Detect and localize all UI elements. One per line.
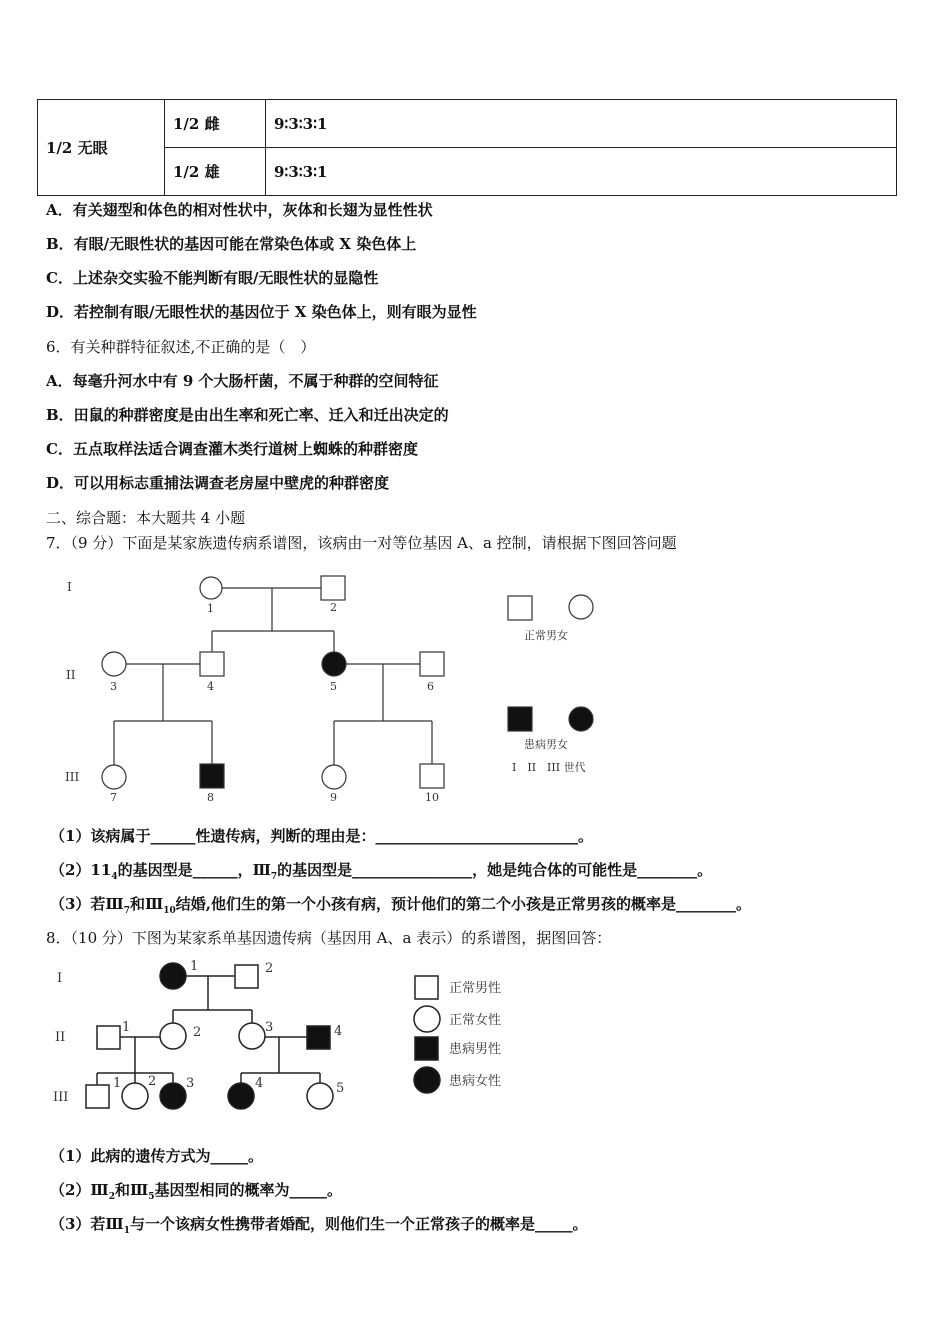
q7-question-1: （1）该病属于______性遗传病，判断的理由是：___________________________。 [50, 827, 593, 845]
q7-id-7: 7 [110, 791, 117, 804]
q7-gen-label-i: I [67, 580, 72, 594]
q8-legend-label-affected-male: 患病男性 [449, 1042, 502, 1057]
q8-legend-affected-female [414, 1067, 440, 1093]
q8-legend-label-affected-female: 患病女性 [449, 1074, 502, 1089]
q8-iii-id-1: 1 [113, 1076, 122, 1091]
table-ratio-female: 9∶3∶3∶1 [266, 100, 897, 148]
q8-iii-id-2: 2 [148, 1074, 157, 1089]
q7-legend-normal-label: 正常男女 [524, 629, 568, 642]
q8-iii4-affected-female [228, 1083, 254, 1109]
q8-legend-label-normal-male: 正常男性 [449, 981, 502, 996]
q8-gen-label-iii: III [53, 1090, 69, 1105]
q8-legend-affected-male [415, 1037, 438, 1060]
q7-legend-affected-female [569, 707, 593, 731]
q7-iii9-female [322, 765, 346, 789]
q7-id-6: 6 [427, 680, 434, 693]
q7-id-10: 10 [425, 791, 439, 804]
q8-legend-normal-female [414, 1006, 440, 1032]
q6-option-a: A．每毫升河水中有 9 个大肠杆菌，不属于种群的空间特征 [46, 372, 439, 390]
q7-question-3: （3）若$Ⅲ_7$和$Ⅲ_{10}$结婚,他们生的第一个小孩有病，预计他们的第二个小孩是正常男孩的概率是________。 [50, 895, 752, 916]
q8-gen-label-i: I [57, 971, 63, 986]
q8-i-id-2: 2 [265, 961, 274, 976]
table-ratio-male: 9∶3∶3∶1 [266, 148, 897, 196]
q5-option-a: A．有关翅型和体色的相对性状中，灰体和长翅为显性性状 [46, 201, 433, 219]
q7-id-2: 2 [330, 601, 337, 614]
q7-ii4-male [200, 652, 224, 676]
q7-legend-affected-label: 患病男女 [524, 738, 568, 751]
q6-option-c: C．五点取样法适合调查灌木类行道树上蜘蛛的种群密度 [46, 440, 418, 458]
q7-i2-male [321, 576, 345, 600]
q7-pedigree-figure [55, 565, 615, 810]
q8-ii-id-4: 4 [334, 1024, 343, 1039]
q5-option-b: B．有眼/无眼性状的基因可能在常染色体或 X 染色体上 [46, 235, 417, 253]
q8-iii2-female [122, 1083, 148, 1109]
q8-question-2: $(2)Ⅲ_2$和$Ⅲ_5$基因型相同的概率为_____。 [50, 1181, 343, 1202]
q8-ii1-male [97, 1026, 120, 1049]
q7-iii8-affected-male [200, 764, 224, 788]
q7-legend-gen-label: I II III 世代 [512, 761, 586, 774]
table-sex-female: 1/2 雌 [165, 100, 266, 148]
q8-iii-id-4: 4 [255, 1076, 264, 1091]
section-title: 二、综合题：本大题共 4 小题 [46, 509, 246, 527]
q8-iii-id-3: 3 [186, 1076, 195, 1091]
q7-id-3: 3 [110, 680, 117, 693]
q6-stem: 6．有关种群特征叙述,不正确的是（ ） [46, 338, 316, 356]
q8-legend-label-normal-female: 正常女性 [449, 1013, 502, 1028]
q5-option-c: C．上述杂交实验不能判断有眼/无眼性状的显隐性 [46, 269, 379, 287]
q7-iii10-male [420, 764, 444, 788]
table-sex-male: 1/2 雄 [165, 148, 266, 196]
table-row-label: 1/2 无眼 [38, 100, 165, 196]
q7-i1-female [200, 577, 222, 599]
q8-legend-normal-male [415, 976, 438, 999]
q8-iii1-male [86, 1085, 109, 1108]
q5-option-d: D．若控制有眼/无眼性状的基因位于 X 染色体上，则有眼为显性 [46, 303, 477, 321]
q8-pedigree-figure [45, 955, 525, 1125]
q8-question-3: （3）若$Ⅲ_1$与一个该病女性携带者婚配，则他们生一个正常孩子的概率是_____。 [50, 1215, 588, 1236]
q8-stem: 8．（10 分）下图为某家系单基因遗传病（基因用 A、a 表示）的系谱图，据图回答： [46, 929, 612, 947]
cross-result-table [37, 99, 897, 196]
q8-gen-label-ii: II [55, 1030, 66, 1045]
q8-ii4-affected-male [307, 1026, 330, 1049]
q8-i-id-1: 1 [190, 959, 199, 974]
q7-gen-label-ii: II [66, 668, 76, 682]
q8-ii-id-3: 3 [265, 1020, 274, 1035]
q7-id-4: 4 [207, 680, 214, 693]
q6-option-b: B．田鼠的种群密度是由出生率和死亡率、迁入和迁出决定的 [46, 406, 449, 424]
q8-ii-id-1: 1 [122, 1020, 131, 1035]
q8-ii3-female [239, 1023, 265, 1049]
q7-legend-affected-male [508, 707, 532, 731]
q7-id-5: 5 [330, 680, 337, 693]
q7-legend-normal-male [508, 596, 532, 620]
q8-question-1: （1）此病的遗传方式为_____。 [50, 1147, 263, 1165]
q8-i1-affected-female [160, 963, 186, 989]
q7-question-2: $(2)11_4$的基因型是______，$Ⅲ_7$的基因型是________________，她是纯合体的可能性是________。 [50, 861, 713, 882]
q7-iii7-female [102, 765, 126, 789]
q7-legend-normal-female [569, 595, 593, 619]
q8-ii2-female [160, 1023, 186, 1049]
q8-i2-male [235, 965, 258, 988]
q7-ii6-male [420, 652, 444, 676]
q8-iii-id-5: 5 [336, 1081, 345, 1096]
q7-gen-label-iii: III [65, 770, 80, 784]
q8-iii5-female [307, 1083, 333, 1109]
q8-ii-id-2: 2 [193, 1025, 202, 1040]
q7-ii3-female [102, 652, 126, 676]
q7-id-8: 8 [207, 791, 214, 804]
q8-iii3-affected-female [160, 1083, 186, 1109]
q7-id-9: 9 [330, 791, 337, 804]
q6-option-d: D．可以用标志重捕法调查老房屋中壁虎的种群密度 [46, 474, 390, 492]
q7-id-1: 1 [207, 602, 214, 615]
q7-stem: 7．（9 分）下面是某家族遗传病系谱图，该病由一对等位基因 A、a 控制，请根据下图回答问题 [46, 534, 677, 552]
q7-ii5-affected-female [322, 652, 346, 676]
